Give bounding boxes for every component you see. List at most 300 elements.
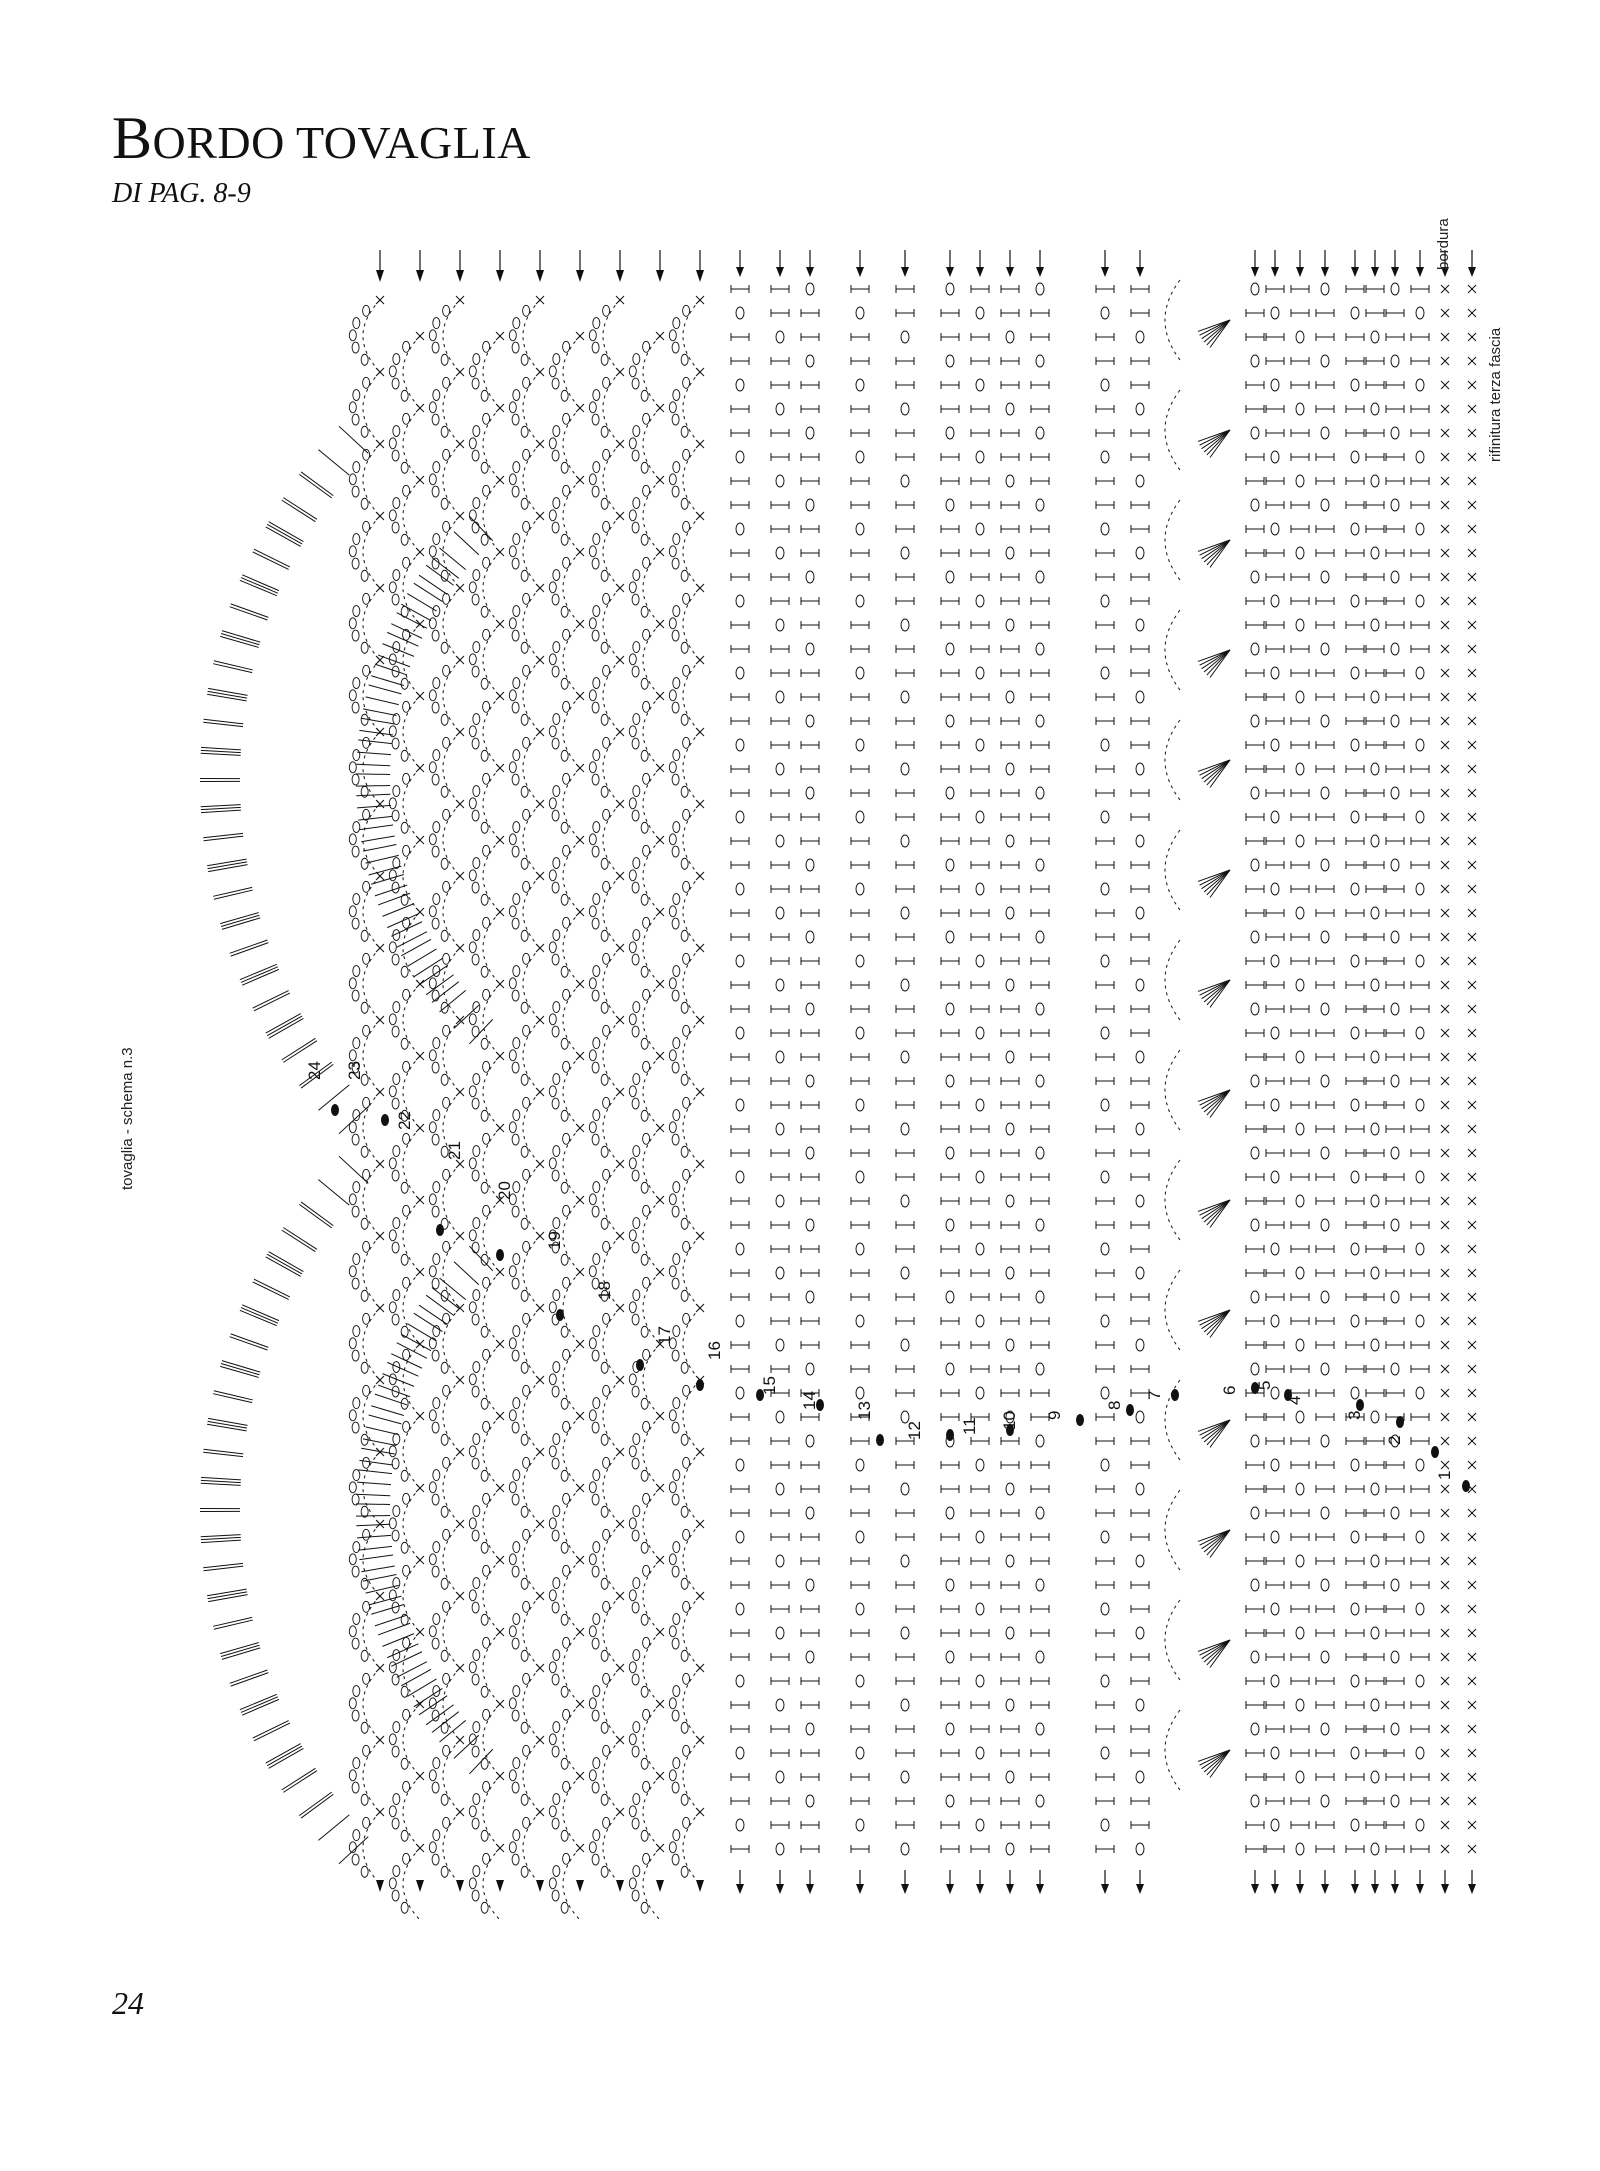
dc-stitch-icon (801, 1749, 819, 1757)
dc-stitch-icon (1366, 1437, 1384, 1445)
chain-stitch-icon (561, 1110, 568, 1121)
dc-stitch-icon (1266, 621, 1284, 629)
chain-stitch-icon (483, 413, 490, 424)
chain-stitch-icon (1371, 1699, 1379, 1711)
dc-stitch-icon (1131, 573, 1149, 581)
chain-stitch-icon (806, 643, 814, 655)
dc-stitch-icon (1031, 669, 1049, 677)
dc-stitch-icon (1031, 1557, 1049, 1565)
dc-stitch-icon (1001, 1221, 1019, 1229)
chain-stitch-icon (393, 1506, 400, 1517)
dc-stitch-icon (1366, 1581, 1384, 1589)
sc-stitch-icon (1441, 1557, 1449, 1565)
dc-stitch-icon (1246, 1485, 1264, 1493)
chain-stitch-icon (589, 906, 596, 917)
chain-stitch-icon (593, 894, 600, 905)
sc-stitch-icon (616, 1376, 624, 1384)
dc-stitch-icon (1386, 1389, 1404, 1397)
fan-stitch (221, 1363, 259, 1374)
dc-stitch-icon (971, 1269, 989, 1277)
chain-stitch-icon (1006, 1555, 1014, 1567)
chain-stitch-icon (552, 810, 559, 821)
arrow-head-icon (901, 1884, 909, 1894)
chain-stitch-icon (469, 1806, 476, 1817)
chain-stitch-icon (736, 307, 744, 319)
chain-stitch-icon (349, 690, 356, 701)
chain-arc (603, 516, 620, 588)
chain-stitch-icon (1251, 1075, 1259, 1087)
chain-stitch-icon (632, 1890, 639, 1901)
dc-stitch-icon (1266, 645, 1284, 653)
chain-stitch-icon (1371, 547, 1379, 559)
sc-stitch-icon (456, 872, 464, 880)
dc-stitch-icon (851, 1053, 869, 1061)
chain-stitch-icon (1321, 571, 1329, 583)
chain-arc (483, 912, 500, 984)
chain-stitch-icon (472, 666, 479, 677)
chain-arc (363, 1524, 380, 1596)
chain-stitch-icon (432, 1422, 439, 1433)
dc-stitch-icon (771, 1149, 789, 1157)
chain-stitch-icon (736, 1747, 744, 1759)
chain-stitch-icon (1136, 1627, 1144, 1639)
dc-stitch-icon (1246, 309, 1264, 317)
sc-stitch-icon (1468, 1197, 1476, 1205)
chain-arc (603, 1308, 620, 1380)
chain-stitch-icon (643, 1565, 650, 1576)
dc-stitch-icon (971, 405, 989, 413)
dc-stitch-icon (1001, 741, 1019, 749)
dc-stitch-icon (971, 429, 989, 437)
sc-stitch-icon (416, 764, 424, 772)
chain-stitch-icon (633, 930, 640, 941)
chain-stitch-icon (363, 377, 370, 388)
chain-stitch-icon (1416, 451, 1424, 463)
dc-stitch-icon (1346, 1149, 1364, 1157)
arrow-head-icon (1006, 267, 1014, 277)
chain-stitch-icon (1271, 1027, 1279, 1039)
dc-stitch-icon (1246, 1461, 1264, 1469)
sc-stitch-icon (536, 1664, 544, 1672)
dc-stitch-icon (941, 597, 959, 605)
dc-stitch-icon (1246, 1029, 1264, 1037)
sc-stitch-icon (416, 1052, 424, 1060)
chain-stitch-icon (856, 1531, 864, 1543)
chain-stitch-icon (643, 1277, 650, 1288)
chain-arc (1165, 1710, 1180, 1790)
chain-stitch-icon (629, 366, 636, 377)
dc-stitch-icon (971, 645, 989, 653)
chain-stitch-icon (641, 1902, 648, 1913)
fan-stitch (407, 594, 436, 611)
chain-stitch-icon (473, 786, 480, 797)
dc-stitch-icon (1316, 1389, 1334, 1397)
chain-stitch-icon (601, 426, 608, 437)
dc-stitch-icon (896, 381, 914, 389)
chain-stitch-icon (361, 1146, 368, 1157)
chain-stitch-icon (1351, 1387, 1359, 1399)
dc-stitch-icon (1346, 333, 1364, 341)
dc-stitch-icon (731, 621, 749, 629)
dc-stitch-icon (1366, 525, 1384, 533)
dc-stitch-icon (1366, 309, 1384, 317)
dc-stitch-icon (941, 981, 959, 989)
chain-stitch-icon (392, 1458, 399, 1469)
chain-stitch-icon (1351, 1099, 1359, 1111)
sc-stitch-icon (1441, 381, 1449, 389)
dc-stitch-icon (1366, 453, 1384, 461)
chain-stitch-icon (629, 438, 636, 449)
sc-stitch-icon (656, 1556, 664, 1564)
chain-stitch-icon (393, 1002, 400, 1013)
chain-arc (643, 480, 660, 552)
chain-stitch-icon (1321, 1075, 1329, 1087)
dc-stitch-icon (1031, 1173, 1049, 1181)
chain-stitch-icon (553, 1578, 560, 1589)
chain-stitch-icon (349, 474, 356, 485)
chain-arc (523, 1164, 540, 1236)
sc-stitch-icon (1441, 1317, 1449, 1325)
dc-stitch-icon (1346, 1797, 1364, 1805)
dc-stitch-icon (1366, 285, 1384, 293)
chain-stitch-icon (672, 1206, 679, 1217)
fan-stitch (201, 750, 241, 752)
chain-stitch-icon (681, 642, 688, 653)
chain-stitch-icon (521, 570, 528, 581)
chain-stitch-icon (669, 1266, 676, 1277)
chain-stitch-icon (632, 1170, 639, 1181)
chain-stitch-icon (672, 1278, 679, 1289)
chain-stitch-icon (353, 1830, 360, 1841)
chain-stitch-icon (512, 1782, 519, 1793)
sc-stitch-icon (496, 1628, 504, 1636)
chain-stitch-icon (521, 642, 528, 653)
dc-stitch-icon (1411, 1269, 1429, 1277)
dc-stitch-icon (1346, 405, 1364, 413)
sc-stitch-icon (576, 1340, 584, 1348)
dc-stitch-icon (1411, 549, 1429, 557)
chain-stitch-icon (673, 1542, 680, 1553)
dc-stitch-icon (771, 885, 789, 893)
dc-stitch-icon (941, 1245, 959, 1253)
chain-stitch-icon (633, 1866, 640, 1877)
title-rest: ORDO TOVAGLIA (152, 117, 531, 168)
chain-stitch-icon (1006, 1339, 1014, 1351)
chain-arc (683, 1020, 700, 1092)
fan-stitch (363, 709, 396, 716)
sc-stitch-icon (416, 1124, 424, 1132)
chain-stitch-icon (603, 1385, 610, 1396)
fan-stitch (201, 753, 241, 755)
chain-stitch-icon (672, 558, 679, 569)
dc-stitch-icon (1096, 1197, 1114, 1205)
dc-stitch-icon (1266, 405, 1284, 413)
chain-stitch-icon (976, 667, 984, 679)
dc-stitch-icon (1346, 1077, 1364, 1085)
chain-stitch-icon (349, 834, 356, 845)
chain-stitch-icon (669, 546, 676, 557)
chain-stitch-icon (632, 666, 639, 677)
chain-stitch-icon (592, 1062, 599, 1073)
chain-stitch-icon (481, 1902, 488, 1913)
dc-stitch-icon (1316, 1749, 1334, 1757)
dc-stitch-icon (971, 861, 989, 869)
chain-arc (683, 876, 700, 948)
dc-stitch-icon (1131, 1605, 1149, 1613)
dc-stitch-icon (851, 645, 869, 653)
fan-stitch (356, 1494, 390, 1495)
dc-stitch-icon (801, 1245, 819, 1253)
chain-stitch-icon (1101, 307, 1109, 319)
dc-stitch-icon (1346, 1293, 1364, 1301)
chain-stitch-icon (592, 990, 599, 1001)
dc-stitch-icon (971, 1437, 989, 1445)
sc-stitch-icon (1468, 1677, 1476, 1685)
chain-stitch-icon (736, 1387, 744, 1399)
chain-stitch-icon (523, 809, 530, 820)
chain-stitch-icon (641, 1542, 648, 1553)
chain-arc (483, 624, 500, 696)
chain-stitch-icon (401, 1470, 408, 1481)
chain-arc (443, 1596, 460, 1668)
chain-stitch-icon (1416, 379, 1424, 391)
sc-stitch-icon (1441, 453, 1449, 461)
sc-stitch-icon (1468, 1221, 1476, 1229)
dc-stitch-icon (771, 1725, 789, 1733)
chain-stitch-icon (469, 726, 476, 737)
dc-stitch-icon (1386, 1461, 1404, 1469)
dc-stitch-icon (731, 285, 749, 293)
fan-stitch (407, 949, 436, 966)
chain-stitch-icon (403, 1493, 410, 1504)
sc-stitch-icon (1441, 909, 1449, 917)
chain-stitch-icon (403, 1637, 410, 1648)
dc-stitch-icon (1246, 909, 1264, 917)
sc-stitch-icon (1441, 1245, 1449, 1253)
dc-stitch-icon (1346, 1773, 1364, 1781)
chain-stitch-icon (946, 1507, 954, 1519)
chain-stitch-icon (1136, 691, 1144, 703)
chain-stitch-icon (1351, 307, 1359, 319)
chain-stitch-icon (1271, 1171, 1279, 1183)
chain-stitch-icon (353, 1326, 360, 1337)
dc-stitch-icon (1291, 357, 1309, 365)
fan-stitch (267, 1254, 302, 1274)
chain-stitch-icon (633, 714, 640, 725)
dc-stitch-icon (851, 477, 869, 485)
chain-stitch-icon (1321, 283, 1329, 295)
chain-arc (363, 1668, 380, 1740)
sc-stitch-icon (376, 1304, 384, 1312)
arrow-head-icon (456, 1880, 464, 1892)
chain-stitch-icon (856, 811, 864, 823)
chain-arc (403, 1488, 420, 1560)
dc-stitch-icon (1346, 1653, 1364, 1661)
chain-arc (523, 948, 540, 1020)
dc-stitch-icon (896, 1533, 914, 1541)
chain-stitch-icon (441, 426, 448, 437)
dc-stitch-icon (1366, 573, 1384, 581)
dc-stitch-icon (1316, 525, 1334, 533)
sc-stitch-icon (616, 1808, 624, 1816)
chain-stitch-icon (523, 1169, 530, 1180)
chain-stitch-icon (641, 1758, 648, 1769)
chain-stitch-icon (403, 1277, 410, 1288)
dc-stitch-icon (941, 885, 959, 893)
chain-stitch-icon (856, 955, 864, 967)
chain-stitch-icon (392, 738, 399, 749)
sc-stitch-icon (616, 728, 624, 736)
chain-stitch-icon (632, 1314, 639, 1325)
chain-stitch-icon (353, 1038, 360, 1049)
chain-arc (443, 1668, 460, 1740)
sc-stitch-icon (1441, 861, 1449, 869)
dc-stitch-icon (1096, 621, 1114, 629)
chain-stitch-icon (776, 1051, 784, 1063)
chain-arc (643, 336, 660, 408)
sc-stitch-icon (1468, 1317, 1476, 1325)
dc-stitch-icon (1346, 1269, 1364, 1277)
chain-stitch-icon (553, 426, 560, 437)
chain-stitch-icon (469, 654, 476, 665)
chain-stitch-icon (672, 1638, 679, 1649)
chain-stitch-icon (736, 1027, 744, 1039)
dc-stitch-icon (971, 285, 989, 293)
dc-stitch-icon (1266, 549, 1284, 557)
chain-stitch-icon (361, 1362, 368, 1373)
chain-stitch-icon (513, 1254, 520, 1265)
chain-stitch-icon (521, 1578, 528, 1589)
chain-stitch-icon (443, 1241, 450, 1252)
dc-stitch-icon (1031, 309, 1049, 317)
sc-stitch-icon (656, 1700, 664, 1708)
chain-stitch-icon (473, 714, 480, 725)
chain-stitch-icon (603, 1817, 610, 1828)
sc-stitch-icon (496, 836, 504, 844)
chain-stitch-icon (673, 1038, 680, 1049)
chain-stitch-icon (443, 881, 450, 892)
chain-stitch-icon (429, 474, 436, 485)
chain-stitch-icon (776, 1843, 784, 1855)
chain-stitch-icon (363, 1385, 370, 1396)
chain-stitch-icon (561, 1686, 568, 1697)
chain-arc (523, 804, 540, 876)
fan-stitch (318, 450, 349, 475)
chain-stitch-icon (401, 966, 408, 977)
chain-stitch-icon (1321, 1579, 1329, 1591)
chain-stitch-icon (593, 678, 600, 689)
chain-stitch-icon (776, 475, 784, 487)
fan-stitch (363, 845, 396, 852)
dc-stitch-icon (971, 357, 989, 365)
chain-stitch-icon (473, 1650, 480, 1661)
dc-stitch-icon (1246, 333, 1264, 341)
chain-stitch-icon (593, 1758, 600, 1769)
dc-stitch-icon (1031, 693, 1049, 701)
chain-stitch-icon (856, 1603, 864, 1615)
chain-stitch-icon (433, 1758, 440, 1769)
dc-stitch-icon (1246, 837, 1264, 845)
chain-stitch-icon (512, 1494, 519, 1505)
chain-stitch-icon (1101, 1171, 1109, 1183)
chain-stitch-icon (589, 474, 596, 485)
dc-stitch-icon (1291, 717, 1309, 725)
sc-stitch-icon (496, 404, 504, 412)
chain-stitch-icon (603, 665, 610, 676)
sc-stitch-icon (416, 836, 424, 844)
chain-stitch-icon (363, 1241, 370, 1252)
chain-stitch-icon (509, 906, 516, 917)
dc-stitch-icon (1266, 1413, 1284, 1421)
dc-stitch-icon (1246, 381, 1264, 389)
chain-stitch-icon (432, 414, 439, 425)
chain-stitch-icon (1251, 1579, 1259, 1591)
dc-stitch-icon (1291, 669, 1309, 677)
chain-stitch-icon (1416, 955, 1424, 967)
sc-stitch-icon (1441, 549, 1449, 557)
sc-stitch-icon (456, 1232, 464, 1240)
fan-stitch (201, 807, 241, 809)
dc-stitch-icon (1366, 1101, 1384, 1109)
dc-stitch-icon (1096, 645, 1114, 653)
chain-stitch-icon (512, 1566, 519, 1577)
chain-stitch-icon (1036, 1003, 1044, 1015)
sc-stitch-icon (1468, 357, 1476, 365)
chain-stitch-icon (432, 1494, 439, 1505)
chain-stitch-icon (856, 1315, 864, 1327)
chain-stitch-icon (673, 534, 680, 545)
chain-stitch-icon (1391, 1723, 1399, 1735)
chain-stitch-icon (392, 378, 399, 389)
chain-stitch-icon (1296, 547, 1304, 559)
chain-stitch-icon (469, 798, 476, 809)
dc-stitch-icon (1411, 357, 1429, 365)
chain-stitch-icon (429, 618, 436, 629)
chain-stitch-icon (469, 1014, 476, 1025)
dc-stitch-icon (1386, 1629, 1404, 1637)
dc-stitch-icon (1316, 333, 1334, 341)
dc-stitch-icon (1001, 1245, 1019, 1253)
arrow-head-icon (976, 1884, 984, 1894)
dc-stitch-icon (1411, 1053, 1429, 1061)
dc-stitch-icon (1316, 1317, 1334, 1325)
dc-stitch-icon (1291, 861, 1309, 869)
chain-stitch-icon (592, 918, 599, 929)
chain-stitch-icon (549, 1374, 556, 1385)
dc-stitch-icon (1266, 837, 1284, 845)
dc-stitch-icon (1316, 957, 1334, 965)
chain-arc (563, 1416, 580, 1488)
dc-stitch-icon (1366, 1245, 1384, 1253)
chain-stitch-icon (513, 894, 520, 905)
dc-stitch-icon (1131, 381, 1149, 389)
dc-stitch-icon (1266, 1845, 1284, 1853)
dc-stitch-icon (1366, 1797, 1384, 1805)
dc-stitch-icon (1366, 885, 1384, 893)
arrow-head-icon (616, 270, 624, 282)
chain-stitch-icon (473, 1434, 480, 1445)
chain-stitch-icon (1296, 979, 1304, 991)
chain-stitch-icon (1101, 1243, 1109, 1255)
chain-stitch-icon (389, 1302, 396, 1313)
sc-stitch-icon (616, 1448, 624, 1456)
chain-arc (603, 1380, 620, 1452)
chain-stitch-icon (592, 630, 599, 641)
chain-stitch-icon (353, 1398, 360, 1409)
chain-stitch-icon (549, 438, 556, 449)
dc-stitch-icon (1366, 1821, 1384, 1829)
sc-stitch-icon (1441, 1101, 1449, 1109)
